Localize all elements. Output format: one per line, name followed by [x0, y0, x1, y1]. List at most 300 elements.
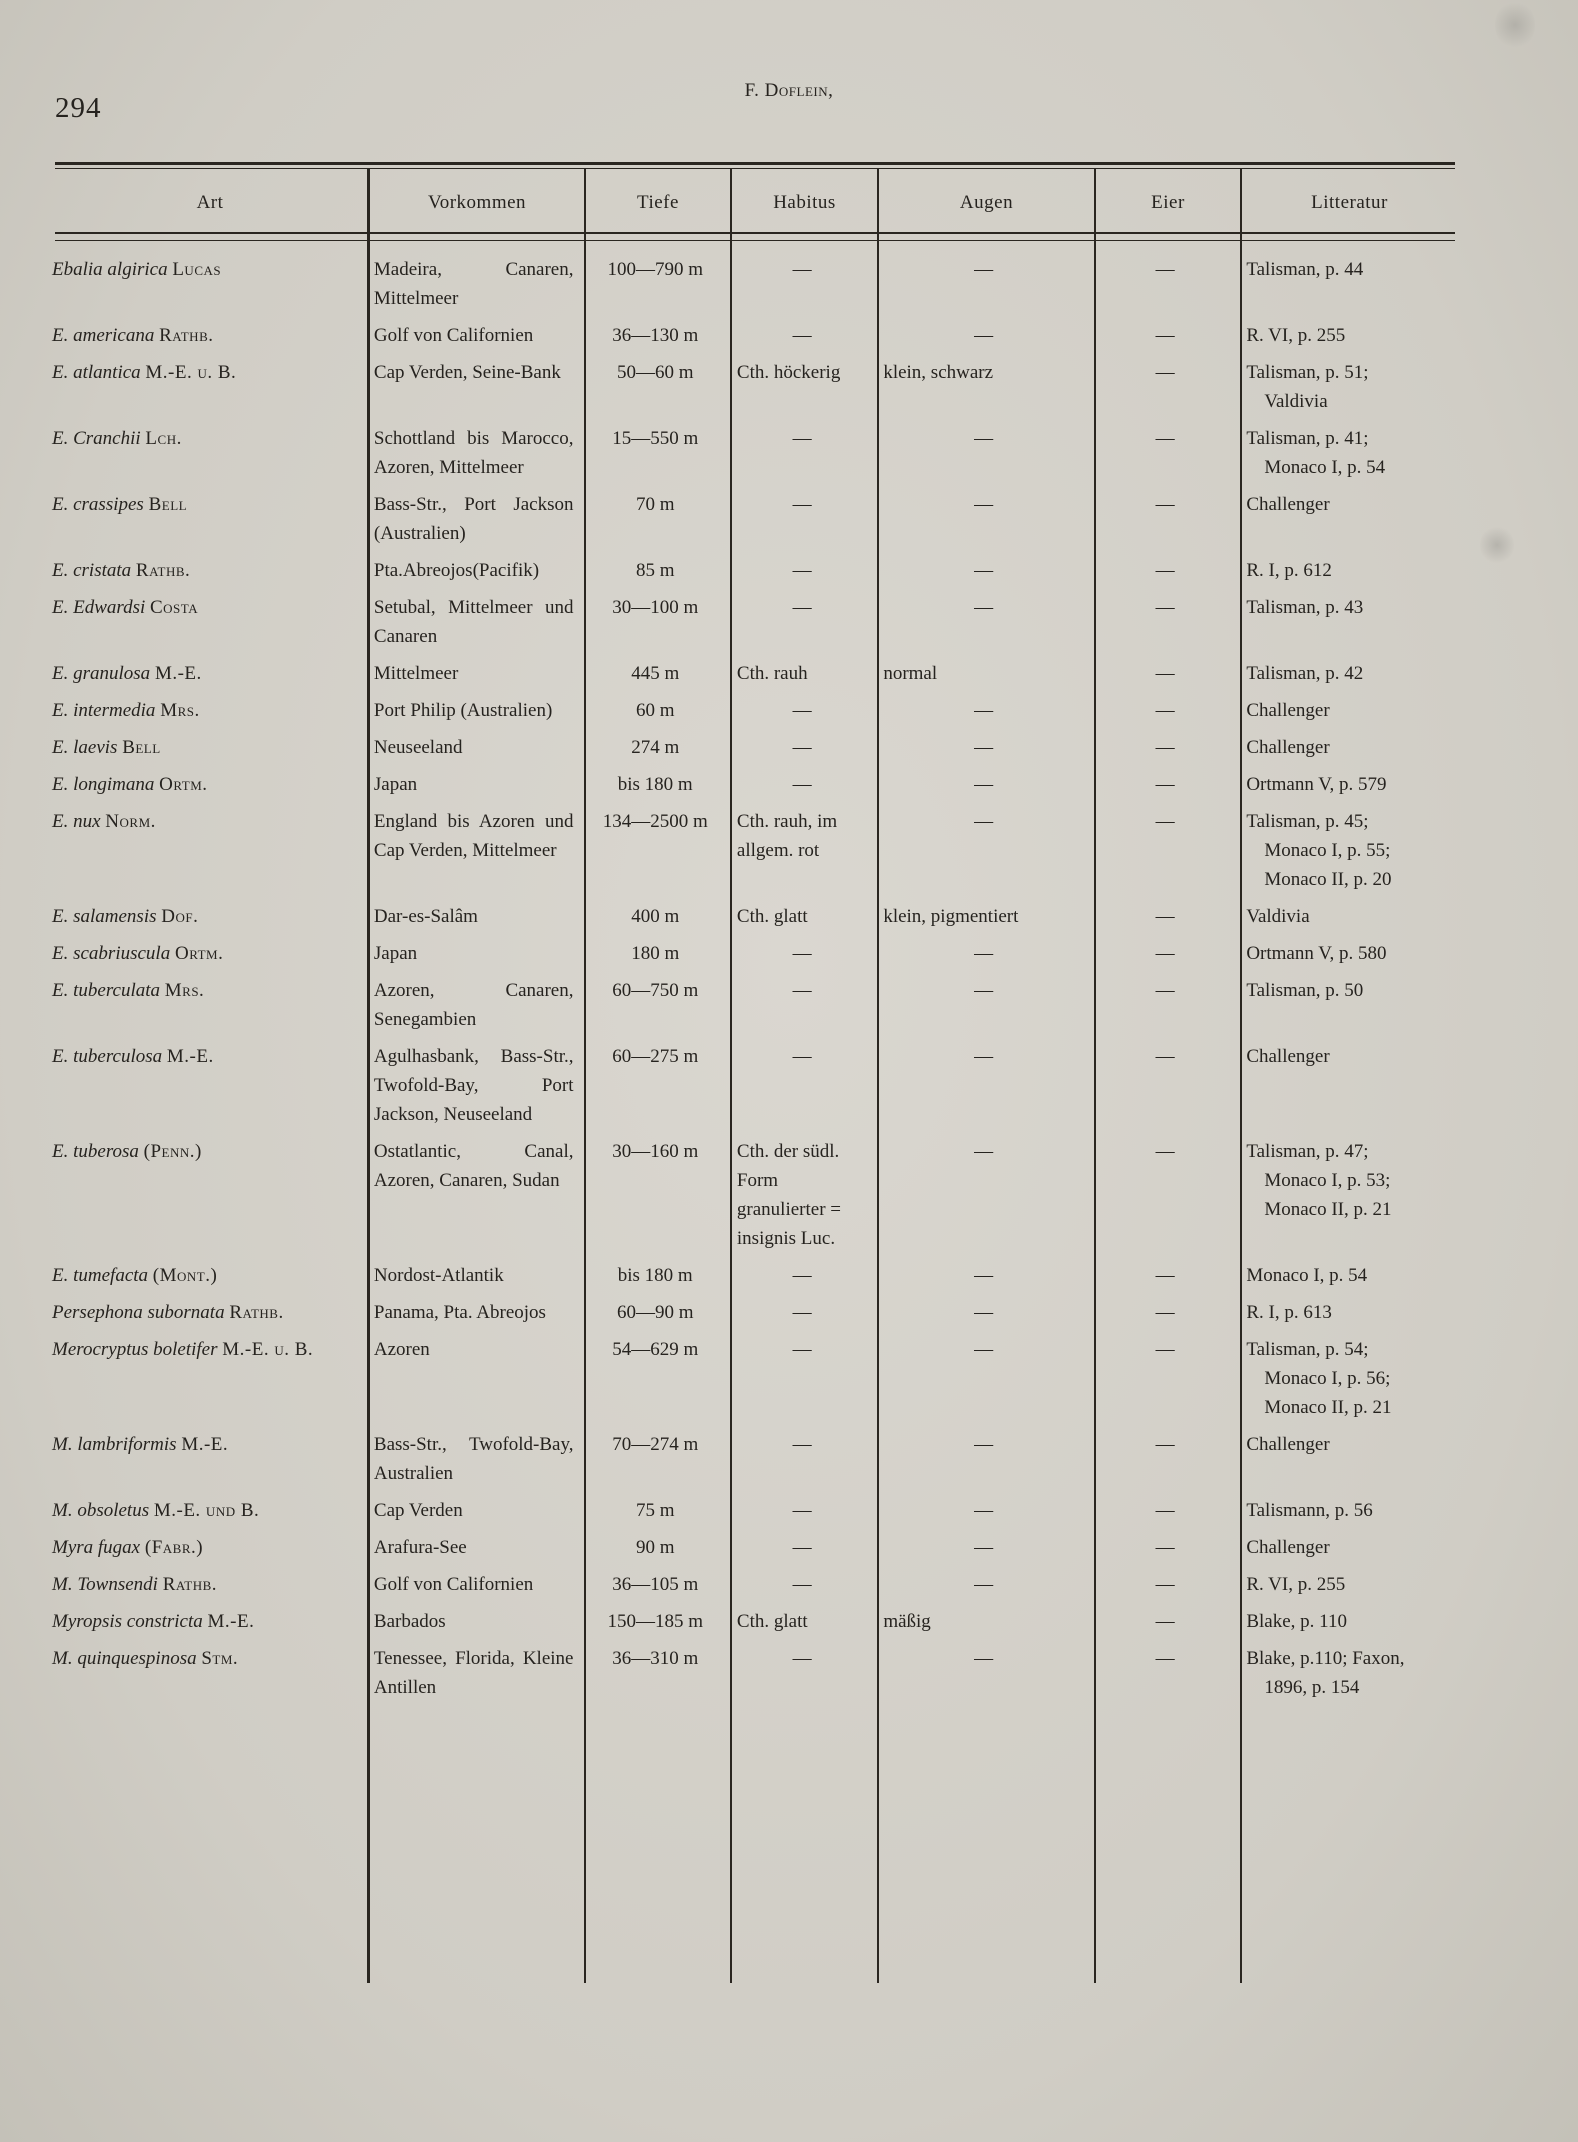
cell-habitus: — — [792, 597, 812, 618]
cell-art — [48, 1427, 366, 1493]
litteratur-line: Challenger — [1246, 494, 1330, 515]
litteratur-line: Monaco I, p. 54 — [1264, 457, 1386, 478]
cell-vorkommen: Setubal, Mittelmeer und Canaren — [373, 597, 574, 647]
cell-tiefe: 400 m — [631, 906, 680, 927]
table-row — [48, 1134, 1460, 1258]
cell-habitus: — — [792, 325, 812, 346]
cell-vorkommen: Bass-Str., Port Jackson (Australien) — [373, 494, 574, 544]
litteratur-line: Talisman, p. 43 — [1246, 597, 1364, 618]
species-author: Rathb. — [162, 1574, 218, 1595]
cell-eier: — — [1155, 560, 1175, 581]
running-head — [0, 80, 1578, 102]
cell-habitus: — — [792, 560, 812, 581]
cell-art — [48, 355, 366, 421]
litteratur-line: Monaco I, p. 55; — [1264, 840, 1391, 861]
cell-habitus: Cth. rauh, im allgem. rot — [736, 811, 838, 861]
litteratur-line: Talisman, p. 44 — [1246, 259, 1364, 280]
cell-art — [48, 973, 366, 1039]
cell-augen: — — [974, 325, 994, 346]
species-author: Dof. — [161, 906, 199, 927]
species-author: M.-E. — [166, 1046, 214, 1067]
cell-habitus: — — [792, 1302, 812, 1323]
litteratur-line: Ortmann V, p. 579 — [1246, 774, 1387, 795]
species-author: Stm. — [201, 1648, 239, 1669]
species-author: M.-E. u. B. — [145, 362, 237, 383]
cell-tiefe: 70—274 m — [612, 1434, 699, 1455]
litteratur-line: Talisman, p. 50 — [1246, 980, 1364, 1001]
table-row — [48, 421, 1460, 487]
cell-vorkommen: Agulhasbank, Bass-Str., Twofold-Bay, Port Jackson, Neuseeland — [373, 1046, 574, 1125]
cell-augen: — — [974, 259, 994, 280]
cell-art — [48, 1641, 366, 1707]
cell-vorkommen: Bass-Str., Twofold-Bay, Australien — [373, 1434, 574, 1484]
cell-habitus: — — [792, 1434, 812, 1455]
cell-art — [48, 1332, 366, 1427]
cell-tiefe: 85 m — [635, 560, 675, 581]
species-name: M. obsoletus — [52, 1500, 150, 1521]
cell-litteratur — [1238, 1295, 1460, 1332]
litteratur-line: Challenger — [1246, 1434, 1330, 1455]
table-row — [48, 804, 1460, 899]
cell-vorkommen: Japan — [373, 774, 418, 795]
cell-tiefe: bis 180 m — [617, 774, 693, 795]
cell-eier: — — [1155, 1500, 1175, 1521]
cell-art — [48, 421, 366, 487]
column-header-eier: Eier — [1151, 192, 1185, 213]
cell-eier: — — [1155, 1537, 1175, 1558]
species-name: E. tumefacta — [52, 1265, 149, 1286]
litteratur-line: R. VI, p. 255 — [1246, 1574, 1346, 1595]
cell-eier: — — [1155, 259, 1175, 280]
column-header-augen: Augen — [959, 192, 1014, 213]
species-author: M.-E. u. B. — [222, 1339, 314, 1360]
cell-tiefe: 274 m — [631, 737, 680, 758]
cell-vorkommen: Golf von Californien — [373, 325, 534, 346]
cell-tiefe: 445 m — [631, 663, 680, 684]
cell-litteratur — [1238, 252, 1460, 318]
species-author: Bell — [122, 737, 161, 758]
table-row — [48, 252, 1460, 318]
litteratur-line: Monaco II, p. 20 — [1264, 869, 1392, 890]
litteratur-line: Monaco II, p. 21 — [1264, 1397, 1392, 1418]
cell-litteratur — [1238, 1604, 1460, 1641]
cell-litteratur — [1238, 421, 1460, 487]
cell-vorkommen: Japan — [373, 943, 418, 964]
cell-eier: — — [1155, 597, 1175, 618]
species-name: E. longimana — [52, 774, 155, 795]
cell-litteratur — [1238, 553, 1460, 590]
cell-eier: — — [1155, 1339, 1175, 1360]
cell-augen: — — [974, 1046, 994, 1067]
cell-augen: — — [974, 428, 994, 449]
cell-litteratur — [1238, 656, 1460, 693]
cell-tiefe: 60 m — [635, 700, 675, 721]
cell-litteratur — [1238, 730, 1460, 767]
cell-tiefe: 75 m — [635, 1500, 675, 1521]
species-author: Costa — [150, 597, 199, 618]
cell-eier: — — [1155, 1648, 1175, 1669]
table-top-rule-thin — [55, 168, 1455, 169]
table-header-rule — [55, 232, 1455, 234]
cell-augen: — — [974, 1500, 994, 1521]
cell-vorkommen: Golf von Californien — [373, 1574, 534, 1595]
litteratur-line: Challenger — [1246, 1537, 1330, 1558]
column-header-art: Art — [196, 192, 224, 213]
cell-vorkommen: Barbados — [373, 1611, 446, 1632]
cell-litteratur — [1238, 1567, 1460, 1604]
cell-augen: — — [974, 980, 994, 1001]
cell-tiefe: 180 m — [631, 943, 680, 964]
litteratur-line: Ortmann V, p. 580 — [1246, 943, 1387, 964]
cell-eier: — — [1155, 325, 1175, 346]
species-author: M.-E. und B. — [153, 1500, 260, 1521]
cell-vorkommen: Neuseeland — [373, 737, 463, 758]
cell-augen: — — [974, 1537, 994, 1558]
litteratur-line: Challenger — [1246, 737, 1330, 758]
litteratur-line: Talisman, p. 54; — [1246, 1339, 1369, 1360]
cell-litteratur — [1238, 936, 1460, 973]
cell-tiefe: 50—60 m — [616, 362, 694, 383]
cell-eier: — — [1155, 906, 1175, 927]
cell-augen: — — [974, 1141, 994, 1162]
litteratur-line: Talisman, p. 42 — [1246, 663, 1364, 684]
species-name: Ebalia algirica — [52, 259, 168, 280]
cell-litteratur — [1238, 355, 1460, 421]
cell-litteratur — [1238, 973, 1460, 1039]
litteratur-line: Challenger — [1246, 700, 1330, 721]
cell-vorkommen: Madeira, Canaren, Mittelmeer — [373, 259, 574, 309]
species-name: E. tuberculata — [52, 980, 160, 1001]
cell-habitus: — — [792, 980, 812, 1001]
table-row — [48, 1604, 1460, 1641]
column-header-tiefe: Tiefe — [637, 192, 679, 213]
species-name: E. granulosa — [52, 663, 151, 684]
litteratur-line: Valdivia — [1246, 906, 1310, 927]
cell-habitus: — — [792, 494, 812, 515]
cell-habitus: — — [792, 943, 812, 964]
species-author: Lch. — [145, 428, 182, 449]
table-row — [48, 1039, 1460, 1134]
cell-tiefe: 36—105 m — [612, 1574, 699, 1595]
species-author: (Mont.) — [152, 1265, 218, 1286]
table-row — [48, 1641, 1460, 1707]
table-row — [48, 553, 1460, 590]
table-row — [48, 899, 1460, 936]
species-name: E. tuberculosa — [52, 1046, 163, 1067]
cell-tiefe: 60—750 m — [612, 980, 699, 1001]
litteratur-line: R. I, p. 612 — [1246, 560, 1332, 581]
cell-art — [48, 804, 366, 899]
cell-litteratur — [1238, 590, 1460, 656]
litteratur-line: Talisman, p. 41; — [1246, 428, 1369, 449]
cell-vorkommen: Mittelmeer — [373, 663, 459, 684]
table-row — [48, 1295, 1460, 1332]
cell-litteratur — [1238, 487, 1460, 553]
species-name: E. Edwardsi — [52, 597, 146, 618]
species-author: Norm. — [105, 811, 156, 832]
table-row — [48, 1493, 1460, 1530]
cell-augen: — — [974, 700, 994, 721]
species-name: E. Cranchii — [52, 428, 141, 449]
cell-augen: — — [974, 774, 994, 795]
species-name: Myra fugax — [52, 1537, 141, 1558]
litteratur-line: 1896, p. 154 — [1264, 1677, 1360, 1698]
cell-art — [48, 1295, 366, 1332]
table-row — [48, 1427, 1460, 1493]
table-row — [48, 355, 1460, 421]
cell-habitus: — — [792, 1265, 812, 1286]
species-author: M.-E. — [207, 1611, 255, 1632]
cell-tiefe: 150—185 m — [607, 1611, 703, 1632]
litteratur-line: Challenger — [1246, 1046, 1330, 1067]
cell-habitus: — — [792, 1574, 812, 1595]
cell-eier: — — [1155, 428, 1175, 449]
litteratur-line: Talisman, p. 47; — [1246, 1141, 1369, 1162]
cell-tiefe: 36—310 m — [612, 1648, 699, 1669]
table-row — [48, 936, 1460, 973]
cell-habitus: — — [792, 1046, 812, 1067]
species-name: Persephona subornata — [52, 1302, 225, 1323]
table-header-rule-thin — [55, 240, 1455, 241]
cell-art — [48, 1530, 366, 1567]
table-row — [48, 767, 1460, 804]
cell-habitus: Cth. der südl. Form granulierter = insignis Luc. — [736, 1141, 841, 1249]
cell-eier: — — [1155, 943, 1175, 964]
species-author: Bell — [148, 494, 188, 515]
cell-vorkommen: Azoren, Canaren, Senegambien — [373, 980, 574, 1030]
cell-litteratur — [1238, 1641, 1460, 1707]
species-author: Ortm. — [174, 943, 224, 964]
cell-vorkommen: Tenessee, Florida, Kleine Antillen — [373, 1648, 574, 1698]
litteratur-line: Valdivia — [1264, 391, 1328, 412]
litteratur-line: Talisman, p. 51; — [1246, 362, 1369, 383]
species-author: Ortm. — [159, 774, 208, 795]
cell-litteratur — [1238, 899, 1460, 936]
page-number: 294 — [55, 92, 102, 124]
litteratur-line: Monaco II, p. 21 — [1264, 1199, 1392, 1220]
column-header-habitus: Habitus — [773, 192, 836, 213]
cell-vorkommen: England bis Azoren und Cap Verden, Mittelmeer — [373, 811, 574, 861]
table-row — [48, 1530, 1460, 1567]
table-row — [48, 590, 1460, 656]
cell-habitus: — — [792, 1648, 812, 1669]
litteratur-line: Monaco I, p. 56; — [1264, 1368, 1391, 1389]
cell-art — [48, 487, 366, 553]
litteratur-line: Monaco I, p. 54 — [1246, 1265, 1368, 1286]
page-blemish — [1495, 0, 1535, 50]
species-name: E. intermedia — [52, 700, 156, 721]
cell-tiefe: 90 m — [635, 1537, 675, 1558]
cell-eier: — — [1155, 663, 1175, 684]
cell-eier: — — [1155, 774, 1175, 795]
cell-art — [48, 1134, 366, 1258]
species-name: E. cristata — [52, 560, 132, 581]
cell-augen: — — [974, 1339, 994, 1360]
species-name: E. nux — [52, 811, 101, 832]
cell-habitus: Cth. glatt — [736, 1611, 808, 1632]
cell-eier: — — [1155, 1265, 1175, 1286]
cell-art — [48, 936, 366, 973]
cell-vorkommen: Panama, Pta. Abreojos — [373, 1302, 546, 1323]
cell-art — [48, 1567, 366, 1604]
cell-vorkommen: Nordost-Atlantik — [373, 1265, 504, 1286]
cell-litteratur — [1238, 693, 1460, 730]
cell-eier: — — [1155, 1141, 1175, 1162]
species-author: Mrs. — [164, 980, 205, 1001]
species-name: E. crassipes — [52, 494, 144, 515]
cell-eier: — — [1155, 1302, 1175, 1323]
litteratur-line: R. VI, p. 255 — [1246, 325, 1346, 346]
cell-art — [48, 252, 366, 318]
cell-habitus: — — [792, 1339, 812, 1360]
cell-habitus: Cth. rauh — [736, 663, 808, 684]
species-name: M. quinquespinosa — [52, 1648, 197, 1669]
cell-augen: — — [974, 1434, 994, 1455]
cell-art — [48, 318, 366, 355]
cell-augen: — — [974, 737, 994, 758]
cell-augen: normal — [883, 663, 938, 684]
cell-vorkommen: Schottland bis Marocco, Azoren, Mittelmeer — [373, 428, 574, 478]
cell-litteratur — [1238, 804, 1460, 899]
species-author: Rathb. — [159, 325, 214, 346]
cell-vorkommen: Azoren — [373, 1339, 430, 1360]
table-row — [48, 973, 1460, 1039]
cell-habitus: — — [792, 700, 812, 721]
species-name: E. salamensis — [52, 906, 157, 927]
cell-vorkommen: Cap Verden — [373, 1500, 463, 1521]
running-head-text: F. Doflein, — [744, 80, 834, 101]
cell-art — [48, 590, 366, 656]
column-header-litteratur: Litteratur — [1311, 192, 1388, 213]
cell-art — [48, 693, 366, 730]
cell-augen: — — [974, 1265, 994, 1286]
species-table-body — [48, 252, 1460, 1707]
species-name: M. Townsendi — [52, 1574, 158, 1595]
litteratur-line: Monaco I, p. 53; — [1264, 1170, 1391, 1191]
cell-litteratur — [1238, 1134, 1460, 1258]
cell-vorkommen: Port Philip (Australien) — [373, 700, 553, 721]
species-author: M.-E. — [154, 663, 202, 684]
cell-litteratur — [1238, 1427, 1460, 1493]
litteratur-line: Blake, p.110; Faxon, — [1246, 1648, 1405, 1669]
cell-augen: — — [974, 494, 994, 515]
species-name: E. laevis — [52, 737, 118, 758]
cell-litteratur — [1238, 1332, 1460, 1427]
cell-tiefe: 36—130 m — [612, 325, 699, 346]
species-name: E. tuberosa — [52, 1141, 139, 1162]
cell-litteratur — [1238, 1493, 1460, 1530]
cell-habitus: Cth. glatt — [736, 906, 808, 927]
cell-augen: — — [974, 943, 994, 964]
species-name: E. atlantica — [52, 362, 141, 383]
cell-augen: klein, schwarz — [883, 362, 994, 383]
cell-eier: — — [1155, 1434, 1175, 1455]
cell-eier: — — [1155, 700, 1175, 721]
cell-tiefe: 15—550 m — [612, 428, 699, 449]
cell-augen: — — [974, 811, 994, 832]
cell-art — [48, 656, 366, 693]
species-author: Mrs. — [160, 700, 200, 721]
cell-vorkommen: Pta.Abreojos(Pacifik) — [373, 560, 540, 581]
cell-tiefe: 60—90 m — [616, 1302, 694, 1323]
cell-eier: — — [1155, 811, 1175, 832]
cell-litteratur — [1238, 767, 1460, 804]
cell-tiefe: 134—2500 m — [602, 811, 708, 832]
cell-art — [48, 730, 366, 767]
table-row — [48, 656, 1460, 693]
cell-art — [48, 899, 366, 936]
cell-habitus: — — [792, 1500, 812, 1521]
cell-augen: — — [974, 1574, 994, 1595]
page-blemish — [1480, 525, 1514, 565]
table-row — [48, 1567, 1460, 1604]
table-row — [48, 318, 1460, 355]
species-name: Merocryptus boletifer — [52, 1339, 218, 1360]
litteratur-line: Talismann, p. 56 — [1246, 1500, 1373, 1521]
cell-tiefe: 30—160 m — [612, 1141, 699, 1162]
cell-art — [48, 1039, 366, 1134]
cell-augen: klein, pigmentiert — [883, 906, 1019, 927]
cell-tiefe: 54—629 m — [612, 1339, 699, 1360]
cell-tiefe: 100—790 m — [607, 259, 703, 280]
column-header-vorkommen: Vorkommen — [427, 192, 527, 213]
cell-litteratur — [1238, 1258, 1460, 1295]
cell-eier: — — [1155, 980, 1175, 1001]
cell-vorkommen: Ostatlantic, Canal, Azoren, Canaren, Sudan — [373, 1141, 574, 1191]
cell-art — [48, 1493, 366, 1530]
litteratur-line: R. I, p. 613 — [1246, 1302, 1332, 1323]
cell-eier: — — [1155, 737, 1175, 758]
cell-art — [48, 1604, 366, 1641]
cell-art — [48, 553, 366, 590]
cell-augen: — — [974, 1302, 994, 1323]
cell-tiefe: 60—275 m — [612, 1046, 699, 1067]
cell-eier: — — [1155, 494, 1175, 515]
cell-litteratur — [1238, 1530, 1460, 1567]
species-table — [48, 252, 1460, 1707]
species-author: M.-E. — [181, 1434, 229, 1455]
species-name: E. scabriuscula — [52, 943, 171, 964]
cell-vorkommen: Dar-es-Salâm — [373, 906, 478, 927]
litteratur-line: Talisman, p. 45; — [1246, 811, 1369, 832]
table-row — [48, 693, 1460, 730]
cell-art — [48, 767, 366, 804]
cell-augen: mäßig — [883, 1611, 931, 1632]
cell-habitus: — — [792, 774, 812, 795]
species-author: (Penn.) — [143, 1141, 202, 1162]
species-author: Rathb. — [135, 560, 191, 581]
cell-eier: — — [1155, 362, 1175, 383]
cell-tiefe: 70 m — [635, 494, 675, 515]
table-top-rule — [55, 162, 1455, 165]
cell-augen: — — [974, 597, 994, 618]
species-name: M. lambriformis — [52, 1434, 177, 1455]
table-row — [48, 1332, 1460, 1427]
species-author: Rathb. — [229, 1302, 284, 1323]
species-name: E. americana — [52, 325, 155, 346]
species-author: Lucas — [172, 259, 222, 280]
cell-tiefe: 30—100 m — [612, 597, 699, 618]
cell-eier: — — [1155, 1046, 1175, 1067]
table-row — [48, 1258, 1460, 1295]
litteratur-line: Blake, p. 110 — [1246, 1611, 1347, 1632]
cell-habitus: — — [792, 428, 812, 449]
cell-art — [48, 1258, 366, 1295]
cell-habitus: — — [792, 259, 812, 280]
cell-litteratur — [1238, 318, 1460, 355]
cell-eier: — — [1155, 1574, 1175, 1595]
cell-habitus: — — [792, 737, 812, 758]
